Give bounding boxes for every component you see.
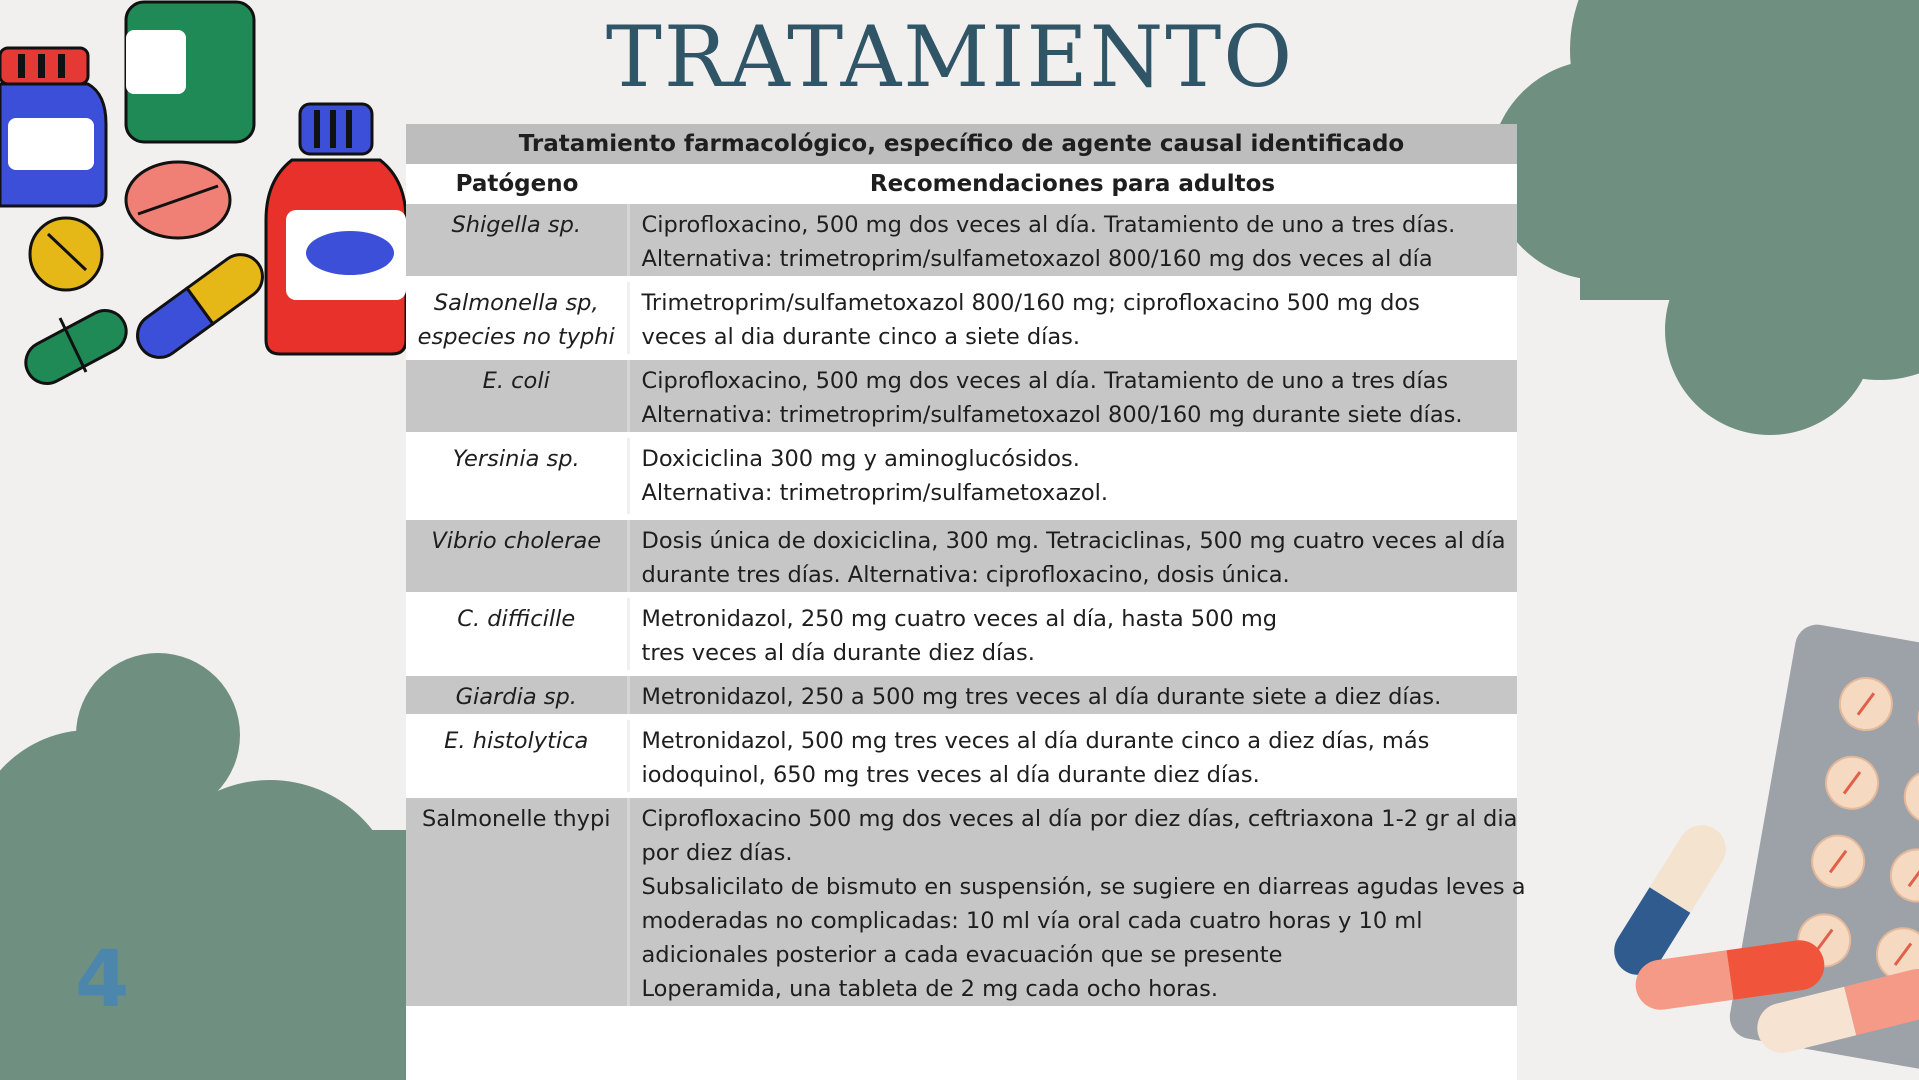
recommendation-cell <box>628 520 1517 592</box>
recommendation-line: durante tres días. Alternativa: ciprofloxacino, dosis única. <box>641 562 1290 588</box>
pathogen-cell <box>406 438 628 514</box>
pathogen-cell <box>406 676 628 714</box>
table-row <box>406 360 1517 432</box>
recommendation-line: Metronidazol, 500 mg tres veces al día durante cinco a diez días, más <box>641 728 1430 754</box>
recommendation-line: iodoquinol, 650 mg tres veces al día durante diez días. <box>641 762 1260 788</box>
pathogen-cell <box>406 598 628 670</box>
recommendation-cell <box>628 720 1517 792</box>
recommendation-line: Alternativa: trimetroprim/sulfametoxazol 800/160 mg durante siete días. <box>641 402 1463 428</box>
recommendation-line: Subsalicilato de bismuto en suspensión, se sugiere en diarreas agudas leves a <box>641 874 1526 900</box>
recommendation-line: Metronidazol, 250 a 500 mg tres veces al día durante siete a diez días. <box>641 684 1442 710</box>
table-row <box>406 204 1517 276</box>
pathogen-name: Salmonelle thypi <box>421 806 611 832</box>
treatment-table-container <box>406 124 1526 1080</box>
pathogen-name: Giardia sp. <box>455 684 577 710</box>
table-row <box>406 282 1517 354</box>
header-recommendation: Recomendaciones para adultos <box>628 164 1517 204</box>
pathogen-name: E. coli <box>482 368 550 394</box>
recommendation-line: moderadas no complicadas: 10 ml vía oral cada cuatro horas y 10 ml <box>641 908 1423 934</box>
pathogen-cell <box>406 720 628 792</box>
recommendation-cell <box>628 438 1517 514</box>
table-caption: Tratamiento farmacológico, específico de agente causal identificado <box>406 124 1517 164</box>
pill-bottle-icon <box>266 104 406 354</box>
table-row <box>406 520 1517 592</box>
table-row <box>406 438 1517 514</box>
recommendation-line: Ciprofloxacino, 500 mg dos veces al día. Tratamiento de uno a tres días <box>641 368 1449 394</box>
table-row <box>406 720 1517 792</box>
recommendation-line: por diez días. <box>641 840 793 866</box>
pathogen-name: especies no typhi <box>417 324 615 350</box>
table-row <box>406 598 1517 670</box>
table-body <box>406 204 1526 1006</box>
pathogen-cell <box>406 360 628 432</box>
recommendation-line: veces al dia durante cinco a siete días. <box>641 324 1081 350</box>
recommendation-line: Metronidazol, 250 mg cuatro veces al día, hasta 500 mg <box>641 606 1278 632</box>
pathogen-cell <box>406 204 628 276</box>
recommendation-line: Dosis única de doxiciclina, 300 mg. Tetraciclinas, 500 mg cuatro veces al día <box>641 528 1506 554</box>
table-row <box>406 798 1517 1006</box>
pathogen-cell <box>406 282 628 354</box>
tablet-icon <box>126 162 230 238</box>
capsule-icon <box>129 246 271 366</box>
recommendation-line: Trimetroprim/sulfametoxazol 800/160 mg; ciprofloxacino 500 mg dos <box>641 290 1420 316</box>
tablet-icon <box>30 218 102 290</box>
recommendation-line: Loperamida, una tableta de 2 mg cada ocho horas. <box>641 976 1219 1002</box>
recommendation-line: adicionales posterior a cada evacuación que se presente <box>641 942 1283 968</box>
pathogen-name: Yersinia sp. <box>452 446 580 472</box>
recommendation-cell <box>628 204 1517 276</box>
pathogen-name: Vibrio cholerae <box>431 528 602 554</box>
recommendation-cell <box>628 598 1517 670</box>
pathogen-name: E. histolytica <box>444 728 589 754</box>
recommendation-cell <box>628 282 1517 354</box>
recommendation-cell <box>628 676 1517 714</box>
recommendation-cell <box>628 360 1517 432</box>
slide-number: 4 <box>75 935 130 1025</box>
recommendation-line: Ciprofloxacino, 500 mg dos veces al día. Tratamiento de uno a tres días. <box>641 212 1456 238</box>
table-row <box>406 676 1517 714</box>
treatment-table <box>406 124 1526 1006</box>
capsule-icon <box>18 303 133 391</box>
recommendation-line: Ciprofloxacino 500 mg dos veces al día por diez días, ceftriaxona 1-2 gr al dia <box>641 806 1518 832</box>
recommendation-line: Alternativa: trimetroprim/sulfametoxazol. <box>641 480 1109 506</box>
pathogen-name: Salmonella sp, <box>433 290 599 316</box>
pathogen-name: C. difficille <box>457 606 576 632</box>
header-pathogen: Patógeno <box>406 164 628 204</box>
pathogen-cell <box>406 798 628 1006</box>
recommendation-line: Doxiciclina 300 mg y aminoglucósidos. <box>641 446 1080 472</box>
recommendation-line: Alternativa: trimetroprim/sulfametoxazol 800/160 mg dos veces al día <box>641 246 1433 272</box>
pathogen-cell <box>406 520 628 592</box>
recommendation-cell <box>628 798 1526 1006</box>
slide-title: TRATAMIENTO <box>605 8 1295 106</box>
pathogen-name: Shigella sp. <box>451 212 582 238</box>
recommendation-line: tres veces al día durante diez días. <box>641 640 1035 666</box>
